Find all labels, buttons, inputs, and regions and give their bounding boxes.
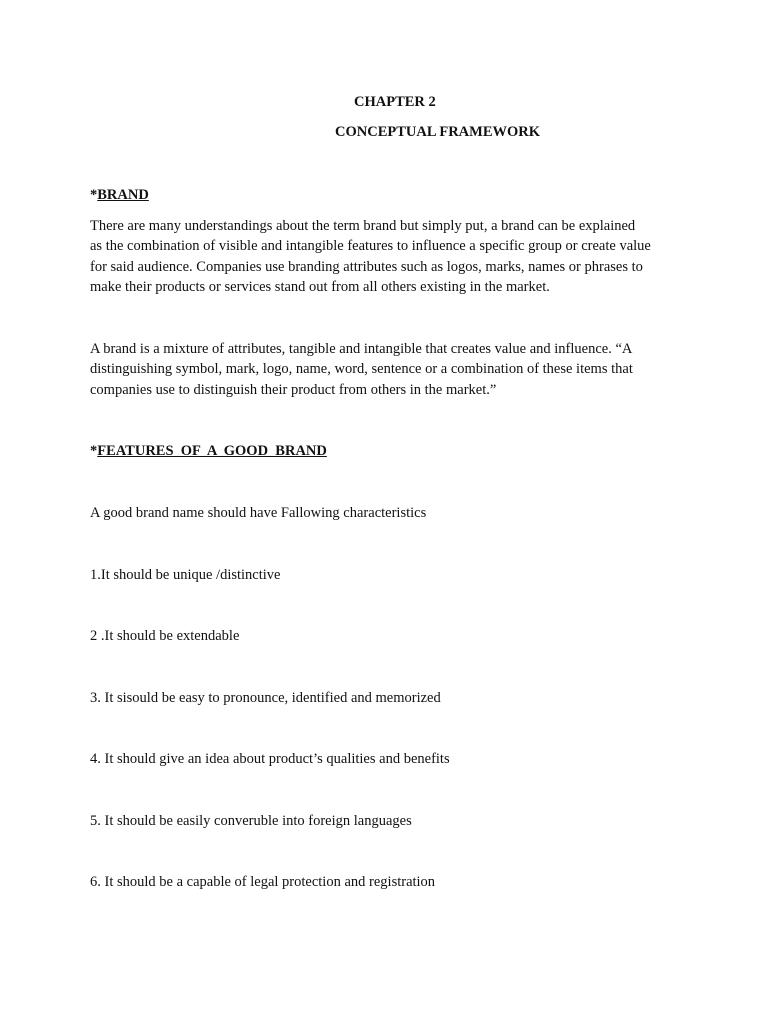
brand-heading bbox=[90, 185, 149, 205]
brand-paragraph-1 bbox=[90, 216, 690, 297]
feature-item: 5. It should be easily converuble into foreign languages bbox=[90, 813, 412, 829]
features-heading bbox=[90, 441, 327, 461]
brand-paragraph-2 bbox=[90, 339, 690, 400]
brand-heading-prefix: * bbox=[90, 187, 98, 203]
feature-item: 1.It should be unique /distinctive bbox=[90, 567, 281, 583]
chapter-title: CONCEPTUAL FRAMEWORK bbox=[335, 124, 541, 140]
feature-item: 2 .It should be extendable bbox=[90, 628, 240, 644]
paragraph-line: make their products or services stand out from all others existing in the market. bbox=[90, 278, 550, 295]
paragraph-line: There are many understandings about the term brand but simply put, a brand can be explained bbox=[90, 218, 636, 234]
paragraph-line: distinguishing symbol, mark, logo, name, word, sentence or a combination of these items that bbox=[90, 361, 633, 378]
features-heading-text: FEATURES OF A GOOD BRAND bbox=[97, 443, 327, 459]
features-intro: A good brand name should have Fallowing characteristics bbox=[90, 505, 427, 521]
feature-item: 3. It sisould be easy to pronounce, identified and memorized bbox=[90, 690, 441, 706]
features-heading-prefix: * bbox=[90, 443, 98, 459]
chapter-number: CHAPTER 2 bbox=[354, 94, 436, 110]
paragraph-line: companies use to distinguish their product from others in the market.” bbox=[90, 381, 497, 398]
feature-item: 4. It should give an idea about product’s qualities and benefits bbox=[90, 751, 450, 767]
paragraph-line: A brand is a mixture of attributes, tangible and intangible that creates value and influence. “A bbox=[90, 341, 633, 357]
brand-heading-text: BRAND bbox=[97, 187, 149, 203]
paragraph-line: for said audience. Companies use branding attributes such as logos, marks, names or phrases to bbox=[90, 258, 643, 275]
paragraph-line: as the combination of visible and intangible features to influence a specific group or create value bbox=[90, 238, 651, 255]
feature-item: 6. It should be a capable of legal protection and registration bbox=[90, 874, 436, 890]
